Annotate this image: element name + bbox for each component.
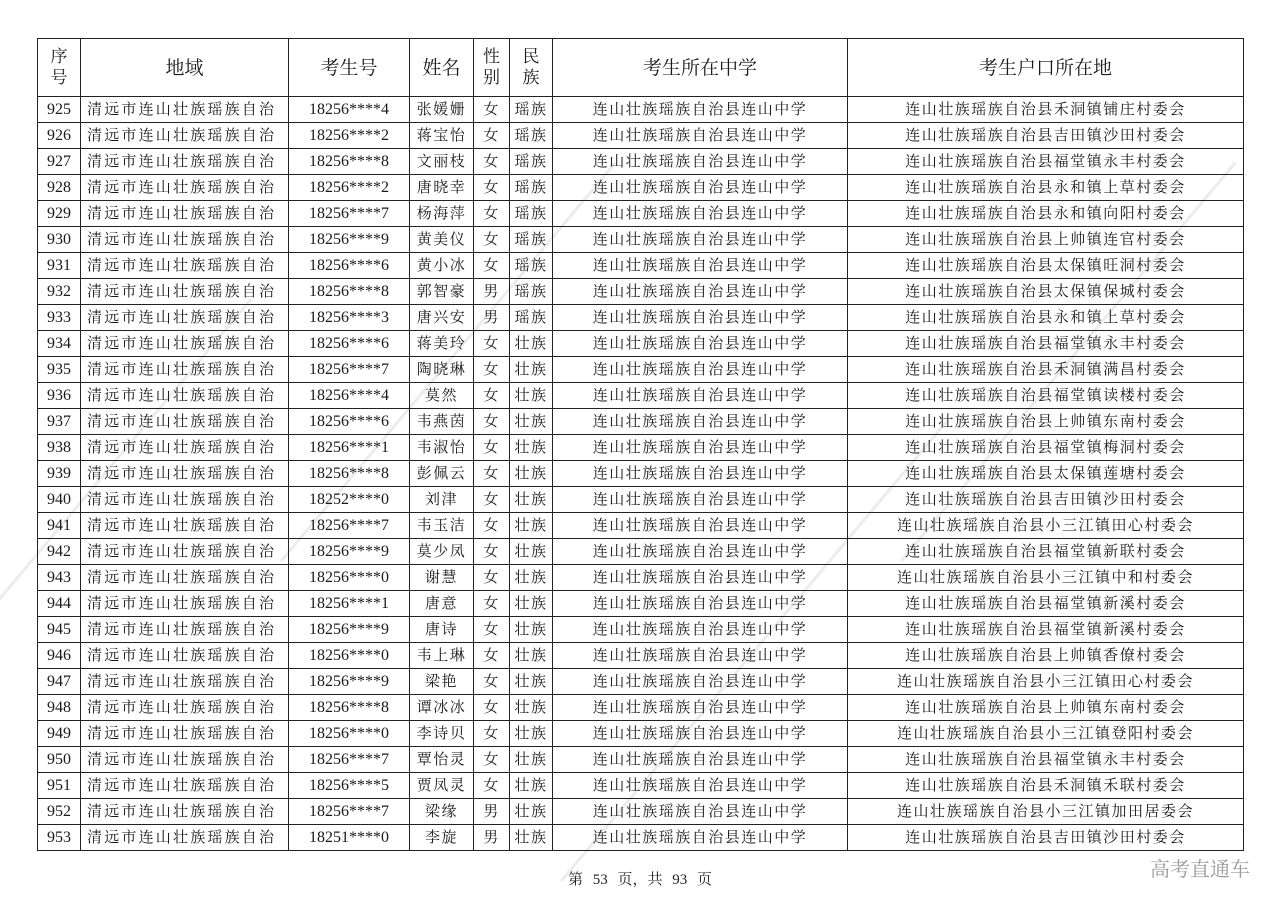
cell-region: 清远市连山壮族瑶族自治 (81, 253, 289, 279)
header-index: 序 号 (38, 39, 81, 97)
cell-name: 唐诗 (410, 617, 474, 643)
table-row (38, 175, 1244, 201)
table-row (38, 799, 1244, 825)
cell-index: 925 (38, 97, 81, 123)
cell-index: 934 (38, 331, 81, 357)
header-name: 姓名 (410, 39, 474, 97)
cell-school: 连山壮族瑶族自治县连山中学 (553, 695, 848, 721)
cell-exam-number: 18256****3 (289, 305, 410, 331)
header-exam-number: 考生号 (289, 39, 410, 97)
cell-exam-number: 18251****0 (289, 825, 410, 851)
cell-gender: 女 (474, 513, 510, 539)
cell-residence: 连山壮族瑶族自治县禾洞镇铺庄村委会 (848, 97, 1244, 123)
cell-gender: 女 (474, 383, 510, 409)
cell-region: 清远市连山壮族瑶族自治 (81, 123, 289, 149)
table-row (38, 565, 1244, 591)
cell-residence: 连山壮族瑶族自治县上帅镇东南村委会 (848, 695, 1244, 721)
cell-school: 连山壮族瑶族自治县连山中学 (553, 617, 848, 643)
cell-index: 939 (38, 461, 81, 487)
cell-gender: 女 (474, 123, 510, 149)
cell-name: 梁艳 (410, 669, 474, 695)
table-row (38, 227, 1244, 253)
cell-gender: 女 (474, 227, 510, 253)
cell-residence: 连山壮族瑶族自治县上帅镇香僚村委会 (848, 643, 1244, 669)
cell-ethnicity: 壮族 (510, 825, 553, 851)
cell-region: 清远市连山壮族瑶族自治 (81, 591, 289, 617)
cell-residence: 连山壮族瑶族自治县太保镇莲塘村委会 (848, 461, 1244, 487)
cell-school: 连山壮族瑶族自治县连山中学 (553, 539, 848, 565)
cell-index: 947 (38, 669, 81, 695)
cell-school: 连山壮族瑶族自治县连山中学 (553, 487, 848, 513)
cell-index: 953 (38, 825, 81, 851)
cell-ethnicity: 瑶族 (510, 305, 553, 331)
cell-residence: 连山壮族瑶族自治县小三江镇田心村委会 (848, 669, 1244, 695)
cell-index: 952 (38, 799, 81, 825)
cell-school: 连山壮族瑶族自治县连山中学 (553, 149, 848, 175)
cell-ethnicity: 壮族 (510, 591, 553, 617)
cell-name: 彭佩云 (410, 461, 474, 487)
cell-region: 清远市连山壮族瑶族自治 (81, 643, 289, 669)
table-row (38, 695, 1244, 721)
cell-name: 唐晓幸 (410, 175, 474, 201)
cell-school: 连山壮族瑶族自治县连山中学 (553, 721, 848, 747)
cell-exam-number: 18256****5 (289, 773, 410, 799)
cell-ethnicity: 壮族 (510, 617, 553, 643)
cell-school: 连山壮族瑶族自治县连山中学 (553, 435, 848, 461)
cell-index: 933 (38, 305, 81, 331)
cell-index: 944 (38, 591, 81, 617)
table-row (38, 435, 1244, 461)
cell-ethnicity: 壮族 (510, 695, 553, 721)
cell-gender: 男 (474, 305, 510, 331)
cell-gender: 女 (474, 435, 510, 461)
cell-name: 覃怡灵 (410, 747, 474, 773)
cell-index: 941 (38, 513, 81, 539)
header-ethnicity: 民 族 (510, 39, 553, 97)
cell-school: 连山壮族瑶族自治县连山中学 (553, 513, 848, 539)
cell-region: 清远市连山壮族瑶族自治 (81, 825, 289, 851)
cell-gender: 女 (474, 669, 510, 695)
cell-ethnicity: 壮族 (510, 383, 553, 409)
table-row (38, 357, 1244, 383)
cell-exam-number: 18256****2 (289, 123, 410, 149)
cell-residence: 连山壮族瑶族自治县吉田镇沙田村委会 (848, 123, 1244, 149)
cell-region: 清远市连山壮族瑶族自治 (81, 201, 289, 227)
cell-region: 清远市连山壮族瑶族自治 (81, 279, 289, 305)
table-body (38, 97, 1244, 851)
cell-exam-number: 18256****2 (289, 175, 410, 201)
cell-residence: 连山壮族瑶族自治县永和镇向阳村委会 (848, 201, 1244, 227)
cell-school: 连山壮族瑶族自治县连山中学 (553, 123, 848, 149)
cell-exam-number: 18256****7 (289, 513, 410, 539)
table-row (38, 773, 1244, 799)
cell-index: 928 (38, 175, 81, 201)
cell-exam-number: 18256****0 (289, 721, 410, 747)
cell-name: 韦上琳 (410, 643, 474, 669)
cell-region: 清远市连山壮族瑶族自治 (81, 513, 289, 539)
cell-school: 连山壮族瑶族自治县连山中学 (553, 825, 848, 851)
cell-index: 942 (38, 539, 81, 565)
cell-school: 连山壮族瑶族自治县连山中学 (553, 357, 848, 383)
cell-region: 清远市连山壮族瑶族自治 (81, 747, 289, 773)
cell-name: 韦淑怡 (410, 435, 474, 461)
cell-index: 931 (38, 253, 81, 279)
cell-exam-number: 18256****8 (289, 461, 410, 487)
cell-ethnicity: 壮族 (510, 565, 553, 591)
cell-name: 蒋美玲 (410, 331, 474, 357)
header-gender: 性 别 (474, 39, 510, 97)
cell-exam-number: 18256****6 (289, 331, 410, 357)
cell-residence: 连山壮族瑶族自治县太保镇旺洞村委会 (848, 253, 1244, 279)
cell-residence: 连山壮族瑶族自治县福堂镇永丰村委会 (848, 747, 1244, 773)
cell-exam-number: 18256****0 (289, 565, 410, 591)
cell-name: 郭智豪 (410, 279, 474, 305)
cell-gender: 女 (474, 357, 510, 383)
cell-exam-number: 18256****9 (289, 539, 410, 565)
cell-ethnicity: 壮族 (510, 669, 553, 695)
header-school: 考生所在中学 (553, 39, 848, 97)
header-residence: 考生户口所在地 (848, 39, 1244, 97)
table-row (38, 487, 1244, 513)
cell-residence: 连山壮族瑶族自治县福堂镇读楼村委会 (848, 383, 1244, 409)
cell-index: 946 (38, 643, 81, 669)
cell-name: 谢慧 (410, 565, 474, 591)
cell-index: 935 (38, 357, 81, 383)
cell-region: 清远市连山壮族瑶族自治 (81, 669, 289, 695)
cell-region: 清远市连山壮族瑶族自治 (81, 773, 289, 799)
cell-name: 杨海萍 (410, 201, 474, 227)
cell-index: 936 (38, 383, 81, 409)
cell-school: 连山壮族瑶族自治县连山中学 (553, 97, 848, 123)
cell-index: 943 (38, 565, 81, 591)
cell-residence: 连山壮族瑶族自治县吉田镇沙田村委会 (848, 825, 1244, 851)
table-row (38, 539, 1244, 565)
cell-region: 清远市连山壮族瑶族自治 (81, 565, 289, 591)
cell-residence: 连山壮族瑶族自治县福堂镇新溪村委会 (848, 617, 1244, 643)
cell-school: 连山壮族瑶族自治县连山中学 (553, 747, 848, 773)
cell-index: 940 (38, 487, 81, 513)
cell-gender: 女 (474, 175, 510, 201)
cell-residence: 连山壮族瑶族自治县福堂镇梅洞村委会 (848, 435, 1244, 461)
cell-ethnicity: 瑶族 (510, 97, 553, 123)
cell-exam-number: 18256****1 (289, 435, 410, 461)
cell-ethnicity: 壮族 (510, 539, 553, 565)
cell-region: 清远市连山壮族瑶族自治 (81, 799, 289, 825)
cell-ethnicity: 壮族 (510, 513, 553, 539)
cell-index: 938 (38, 435, 81, 461)
cell-residence: 连山壮族瑶族自治县太保镇保城村委会 (848, 279, 1244, 305)
cell-school: 连山壮族瑶族自治县连山中学 (553, 799, 848, 825)
cell-residence: 连山壮族瑶族自治县小三江镇登阳村委会 (848, 721, 1244, 747)
cell-residence: 连山壮族瑶族自治县永和镇上草村委会 (848, 175, 1244, 201)
cell-ethnicity: 壮族 (510, 799, 553, 825)
table-row (38, 643, 1244, 669)
cell-gender: 女 (474, 461, 510, 487)
cell-region: 清远市连山壮族瑶族自治 (81, 175, 289, 201)
cell-name: 陶晓琳 (410, 357, 474, 383)
cell-index: 937 (38, 409, 81, 435)
table-row (38, 513, 1244, 539)
cell-school: 连山壮族瑶族自治县连山中学 (553, 201, 848, 227)
cell-gender: 女 (474, 643, 510, 669)
cell-name: 莫然 (410, 383, 474, 409)
cell-gender: 女 (474, 747, 510, 773)
admission-list-table (37, 38, 1244, 851)
table-row (38, 747, 1244, 773)
cell-name: 蒋宝怡 (410, 123, 474, 149)
cell-school: 连山壮族瑶族自治县连山中学 (553, 253, 848, 279)
header-region: 地域 (81, 39, 289, 97)
cell-index: 932 (38, 279, 81, 305)
brand-watermark: 高考直通车 (1150, 857, 1250, 881)
cell-residence: 连山壮族瑶族自治县福堂镇新联村委会 (848, 539, 1244, 565)
cell-exam-number: 18256****8 (289, 279, 410, 305)
cell-residence: 连山壮族瑶族自治县福堂镇新溪村委会 (848, 591, 1244, 617)
cell-school: 连山壮族瑶族自治县连山中学 (553, 331, 848, 357)
cell-name: 贾凤灵 (410, 773, 474, 799)
cell-school: 连山壮族瑶族自治县连山中学 (553, 773, 848, 799)
page-number: 第 53 页，共 93 页 (567, 872, 712, 888)
cell-region: 清远市连山壮族瑶族自治 (81, 409, 289, 435)
cell-ethnicity: 瑶族 (510, 123, 553, 149)
cell-region: 清远市连山壮族瑶族自治 (81, 435, 289, 461)
cell-gender: 女 (474, 695, 510, 721)
cell-exam-number: 18256****7 (289, 747, 410, 773)
table-row (38, 279, 1244, 305)
cell-name: 李诗贝 (410, 721, 474, 747)
cell-ethnicity: 瑶族 (510, 227, 553, 253)
cell-index: 950 (38, 747, 81, 773)
cell-gender: 女 (474, 409, 510, 435)
cell-index: 927 (38, 149, 81, 175)
cell-residence: 连山壮族瑶族自治县吉田镇沙田村委会 (848, 487, 1244, 513)
cell-region: 清远市连山壮族瑶族自治 (81, 617, 289, 643)
cell-region: 清远市连山壮族瑶族自治 (81, 539, 289, 565)
cell-gender: 女 (474, 773, 510, 799)
cell-ethnicity: 瑶族 (510, 201, 553, 227)
cell-ethnicity: 壮族 (510, 487, 553, 513)
cell-name: 黄美仪 (410, 227, 474, 253)
cell-region: 清远市连山壮族瑶族自治 (81, 721, 289, 747)
cell-gender: 男 (474, 799, 510, 825)
cell-ethnicity: 壮族 (510, 435, 553, 461)
cell-name: 李旋 (410, 825, 474, 851)
cell-exam-number: 18256****9 (289, 617, 410, 643)
table-row (38, 409, 1244, 435)
cell-exam-number: 18256****4 (289, 97, 410, 123)
cell-ethnicity: 壮族 (510, 331, 553, 357)
cell-name: 韦玉洁 (410, 513, 474, 539)
cell-exam-number: 18256****7 (289, 357, 410, 383)
cell-region: 清远市连山壮族瑶族自治 (81, 695, 289, 721)
cell-region: 清远市连山壮族瑶族自治 (81, 383, 289, 409)
cell-school: 连山壮族瑶族自治县连山中学 (553, 305, 848, 331)
cell-ethnicity: 壮族 (510, 747, 553, 773)
table-row (38, 461, 1244, 487)
cell-region: 清远市连山壮族瑶族自治 (81, 305, 289, 331)
cell-ethnicity: 壮族 (510, 357, 553, 383)
cell-gender: 女 (474, 617, 510, 643)
cell-ethnicity: 瑶族 (510, 279, 553, 305)
cell-ethnicity: 壮族 (510, 721, 553, 747)
table-row (38, 669, 1244, 695)
cell-residence: 连山壮族瑶族自治县小三江镇中和村委会 (848, 565, 1244, 591)
cell-index: 926 (38, 123, 81, 149)
cell-gender: 女 (474, 253, 510, 279)
cell-gender: 女 (474, 591, 510, 617)
cell-residence: 连山壮族瑶族自治县禾洞镇禾联村委会 (848, 773, 1244, 799)
table-row (38, 825, 1244, 851)
cell-region: 清远市连山壮族瑶族自治 (81, 227, 289, 253)
cell-ethnicity: 壮族 (510, 409, 553, 435)
cell-exam-number: 18252****0 (289, 487, 410, 513)
cell-exam-number: 18256****9 (289, 227, 410, 253)
table-row (38, 123, 1244, 149)
cell-school: 连山壮族瑶族自治县连山中学 (553, 643, 848, 669)
table-row (38, 617, 1244, 643)
cell-name: 梁缘 (410, 799, 474, 825)
cell-school: 连山壮族瑶族自治县连山中学 (553, 279, 848, 305)
cell-gender: 男 (474, 279, 510, 305)
cell-ethnicity: 瑶族 (510, 149, 553, 175)
cell-ethnicity: 壮族 (510, 461, 553, 487)
cell-exam-number: 18256****7 (289, 201, 410, 227)
cell-school: 连山壮族瑶族自治县连山中学 (553, 227, 848, 253)
cell-index: 951 (38, 773, 81, 799)
table-row (38, 331, 1244, 357)
cell-gender: 女 (474, 149, 510, 175)
cell-residence: 连山壮族瑶族自治县福堂镇永丰村委会 (848, 331, 1244, 357)
cell-region: 清远市连山壮族瑶族自治 (81, 461, 289, 487)
cell-name: 谭冰冰 (410, 695, 474, 721)
cell-gender: 女 (474, 487, 510, 513)
cell-exam-number: 18256****8 (289, 149, 410, 175)
cell-school: 连山壮族瑶族自治县连山中学 (553, 669, 848, 695)
table-row (38, 149, 1244, 175)
cell-school: 连山壮族瑶族自治县连山中学 (553, 383, 848, 409)
cell-gender: 女 (474, 201, 510, 227)
cell-residence: 连山壮族瑶族自治县上帅镇连官村委会 (848, 227, 1244, 253)
cell-name: 韦燕茵 (410, 409, 474, 435)
cell-exam-number: 18256****4 (289, 383, 410, 409)
cell-index: 929 (38, 201, 81, 227)
cell-exam-number: 18256****0 (289, 643, 410, 669)
cell-gender: 女 (474, 721, 510, 747)
cell-name: 黄小冰 (410, 253, 474, 279)
cell-school: 连山壮族瑶族自治县连山中学 (553, 461, 848, 487)
table-header-row (38, 39, 1244, 97)
cell-index: 949 (38, 721, 81, 747)
table-row (38, 97, 1244, 123)
cell-gender: 女 (474, 97, 510, 123)
cell-ethnicity: 壮族 (510, 773, 553, 799)
cell-name: 莫少凤 (410, 539, 474, 565)
cell-residence: 连山壮族瑶族自治县小三江镇田心村委会 (848, 513, 1244, 539)
cell-school: 连山壮族瑶族自治县连山中学 (553, 409, 848, 435)
cell-gender: 女 (474, 565, 510, 591)
cell-name: 文丽枝 (410, 149, 474, 175)
cell-name: 唐意 (410, 591, 474, 617)
cell-name: 刘津 (410, 487, 474, 513)
cell-gender: 女 (474, 331, 510, 357)
cell-index: 948 (38, 695, 81, 721)
cell-residence: 连山壮族瑶族自治县禾洞镇满昌村委会 (848, 357, 1244, 383)
cell-exam-number: 18256****7 (289, 799, 410, 825)
cell-region: 清远市连山壮族瑶族自治 (81, 149, 289, 175)
cell-school: 连山壮族瑶族自治县连山中学 (553, 175, 848, 201)
cell-ethnicity: 壮族 (510, 643, 553, 669)
cell-ethnicity: 瑶族 (510, 175, 553, 201)
cell-index: 945 (38, 617, 81, 643)
cell-exam-number: 18256****1 (289, 591, 410, 617)
cell-gender: 男 (474, 825, 510, 851)
table-row (38, 721, 1244, 747)
table-row (38, 383, 1244, 409)
cell-region: 清远市连山壮族瑶族自治 (81, 97, 289, 123)
cell-ethnicity: 瑶族 (510, 253, 553, 279)
cell-region: 清远市连山壮族瑶族自治 (81, 331, 289, 357)
cell-index: 930 (38, 227, 81, 253)
cell-exam-number: 18256****6 (289, 253, 410, 279)
table-row (38, 253, 1244, 279)
cell-residence: 连山壮族瑶族自治县小三江镇加田居委会 (848, 799, 1244, 825)
table-row (38, 201, 1244, 227)
cell-exam-number: 18256****9 (289, 669, 410, 695)
cell-exam-number: 18256****8 (289, 695, 410, 721)
cell-region: 清远市连山壮族瑶族自治 (81, 357, 289, 383)
cell-school: 连山壮族瑶族自治县连山中学 (553, 565, 848, 591)
cell-residence: 连山壮族瑶族自治县永和镇上草村委会 (848, 305, 1244, 331)
cell-residence: 连山壮族瑶族自治县上帅镇东南村委会 (848, 409, 1244, 435)
cell-exam-number: 18256****6 (289, 409, 410, 435)
table-row (38, 305, 1244, 331)
cell-name: 唐兴安 (410, 305, 474, 331)
cell-gender: 女 (474, 539, 510, 565)
cell-school: 连山壮族瑶族自治县连山中学 (553, 591, 848, 617)
cell-residence: 连山壮族瑶族自治县福堂镇永丰村委会 (848, 149, 1244, 175)
table-row (38, 591, 1244, 617)
cell-region: 清远市连山壮族瑶族自治 (81, 487, 289, 513)
cell-name: 张媛姗 (410, 97, 474, 123)
